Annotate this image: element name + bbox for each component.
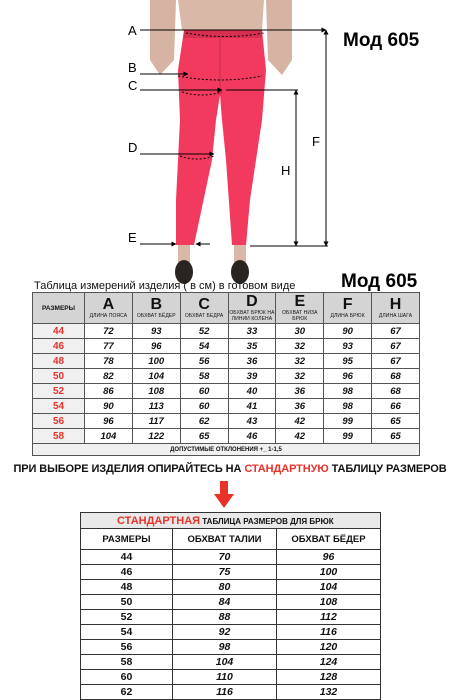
value-cell: 86 xyxy=(85,384,133,399)
value-cell: 77 xyxy=(85,339,133,354)
standard-table-title-highlight: СТАНДАРТНАЯ xyxy=(117,514,201,527)
value-cell: 67 xyxy=(372,339,420,354)
value-cell: 68 xyxy=(372,369,420,384)
value-cell: 40 xyxy=(228,384,276,399)
label-a: A xyxy=(128,23,137,38)
value-cell: 98 xyxy=(324,384,372,399)
table-row xyxy=(81,580,381,595)
value-cell: 124 xyxy=(277,655,381,670)
size-cell: 50 xyxy=(33,369,85,384)
label-h: H xyxy=(281,163,291,178)
column-letter: E xyxy=(294,293,306,310)
table-row xyxy=(81,610,381,625)
value-cell: 65 xyxy=(372,414,420,429)
value-cell: 60 xyxy=(180,399,228,414)
standard-table-title-row xyxy=(81,513,381,529)
value-cell: 88 xyxy=(173,610,277,625)
value-cell: 104 xyxy=(277,580,381,595)
value-cell: 108 xyxy=(132,384,180,399)
column-description: ДЛИНА ПОЯСА xyxy=(89,313,128,319)
value-cell: 96 xyxy=(132,339,180,354)
value-cell: 42 xyxy=(276,429,324,444)
standard-column-header: РАЗМЕРЫ xyxy=(81,529,173,550)
column-header-e xyxy=(276,293,324,324)
table-row xyxy=(81,685,381,700)
size-cell: 44 xyxy=(81,550,173,565)
value-cell: 80 xyxy=(173,580,277,595)
table-row xyxy=(33,399,420,414)
value-cell: 30 xyxy=(276,324,324,339)
model-label: Мод 605 xyxy=(343,30,420,51)
table-row xyxy=(33,369,420,384)
size-cell: 44 xyxy=(33,324,85,339)
value-cell: 104 xyxy=(132,369,180,384)
size-cell: 50 xyxy=(81,595,173,610)
value-cell: 92 xyxy=(173,625,277,640)
value-cell: 84 xyxy=(173,595,277,610)
value-cell: 99 xyxy=(324,414,372,429)
column-description: ОБХВАТ НИЗА БРЮК xyxy=(281,310,318,322)
value-cell: 36 xyxy=(276,399,324,414)
size-cell: 48 xyxy=(81,580,173,595)
value-cell: 58 xyxy=(180,369,228,384)
value-cell: 116 xyxy=(173,685,277,700)
standard-table-title xyxy=(81,513,381,529)
size-cell: 58 xyxy=(81,655,173,670)
value-cell: 93 xyxy=(132,324,180,339)
value-cell: 96 xyxy=(277,550,381,565)
pants-shape xyxy=(176,30,266,245)
value-cell: 100 xyxy=(132,354,180,369)
value-cell: 90 xyxy=(324,324,372,339)
value-cell: 104 xyxy=(173,655,277,670)
value-cell: 93 xyxy=(324,339,372,354)
value-cell: 66 xyxy=(372,399,420,414)
value-cell: 132 xyxy=(277,685,381,700)
value-cell: 122 xyxy=(132,429,180,444)
notice-text-before: ПРИ ВЫБОРЕ ИЗДЕЛИЯ ОПИРАЙТЕСЬ НА xyxy=(13,463,245,475)
column-header-d xyxy=(228,293,276,324)
value-cell: 43 xyxy=(228,414,276,429)
column-header-b xyxy=(132,293,180,324)
size-cell: 60 xyxy=(81,670,173,685)
column-header-c xyxy=(180,293,228,324)
value-cell: 99 xyxy=(324,429,372,444)
value-cell: 113 xyxy=(132,399,180,414)
table-row xyxy=(33,384,420,399)
value-cell: 108 xyxy=(277,595,381,610)
table-row xyxy=(81,670,381,685)
value-cell: 82 xyxy=(85,369,133,384)
tolerance-note: ДОПУСТИМЫЕ ОТКЛОНЕНИЯ +_ 1-1,5 xyxy=(33,444,420,456)
label-b: B xyxy=(128,60,137,75)
standard-table-title-rest: ТАБЛИЦА РАЗМЕРОВ ДЛЯ БРЮК xyxy=(200,516,334,526)
column-letter: A xyxy=(102,296,115,313)
size-advice-notice xyxy=(0,463,460,475)
value-cell: 54 xyxy=(180,339,228,354)
size-cell: 58 xyxy=(33,429,85,444)
value-cell: 32 xyxy=(276,369,324,384)
table-row xyxy=(33,339,420,354)
table-row xyxy=(33,354,420,369)
column-description: ОБХВАТ БРЮК НА ЛИНИИ КОЛЕНА xyxy=(229,310,275,322)
value-cell: 62 xyxy=(180,414,228,429)
value-cell: 90 xyxy=(85,399,133,414)
table-row xyxy=(81,655,381,670)
size-cell: 56 xyxy=(33,414,85,429)
column-letter: F xyxy=(342,296,353,313)
value-cell: 110 xyxy=(173,670,277,685)
value-cell: 67 xyxy=(372,324,420,339)
value-cell: 65 xyxy=(372,429,420,444)
value-cell: 32 xyxy=(276,339,324,354)
value-cell: 39 xyxy=(228,369,276,384)
value-cell: 98 xyxy=(324,399,372,414)
value-cell: 104 xyxy=(85,429,133,444)
size-cell: 56 xyxy=(81,640,173,655)
value-cell: 35 xyxy=(228,339,276,354)
column-letter: H xyxy=(389,296,402,313)
value-cell: 52 xyxy=(180,324,228,339)
notice-text-after: ТАБЛИЦУ РАЗМЕРОВ xyxy=(328,463,447,475)
value-cell: 112 xyxy=(277,610,381,625)
size-cell: 54 xyxy=(81,625,173,640)
value-cell: 120 xyxy=(277,640,381,655)
value-cell: 41 xyxy=(228,399,276,414)
label-f: F xyxy=(312,134,320,149)
table-row xyxy=(33,414,420,429)
standard-column-header: ОБХВАТ БЁДЕР xyxy=(277,529,381,550)
value-cell: 75 xyxy=(173,565,277,580)
value-cell: 70 xyxy=(173,550,277,565)
value-cell: 100 xyxy=(277,565,381,580)
measurement-table-header xyxy=(33,293,420,324)
value-cell: 36 xyxy=(276,384,324,399)
value-cell: 98 xyxy=(173,640,277,655)
column-description: ОБХВАТ БЁДЕР xyxy=(136,313,176,319)
value-cell: 32 xyxy=(276,354,324,369)
size-cell: 52 xyxy=(81,610,173,625)
size-cell: 54 xyxy=(33,399,85,414)
standard-column-header: ОБХВАТ ТАЛИИ xyxy=(173,529,277,550)
standard-size-table xyxy=(80,512,380,700)
value-cell: 95 xyxy=(324,354,372,369)
value-cell: 67 xyxy=(372,354,420,369)
value-cell: 72 xyxy=(85,324,133,339)
table-row xyxy=(33,324,420,339)
column-header-h xyxy=(372,293,420,324)
column-description: ОБХВАТ БЕДРА xyxy=(184,313,224,319)
value-cell: 128 xyxy=(277,670,381,685)
label-d: D xyxy=(128,140,138,155)
table-row xyxy=(81,625,381,640)
value-cell: 33 xyxy=(228,324,276,339)
size-cell: 48 xyxy=(33,354,85,369)
value-cell: 65 xyxy=(180,429,228,444)
size-cell: 46 xyxy=(81,565,173,580)
column-letter: D xyxy=(246,293,258,310)
label-e: E xyxy=(128,230,137,245)
measurement-table xyxy=(32,292,420,456)
value-cell: 96 xyxy=(85,414,133,429)
table-row xyxy=(33,429,420,444)
size-column-header: РАЗМЕРЫ xyxy=(33,293,85,324)
column-description: ДЛИНА БРЮК xyxy=(330,313,365,319)
value-cell: 56 xyxy=(180,354,228,369)
value-cell: 46 xyxy=(228,429,276,444)
column-header-f xyxy=(324,293,372,324)
value-cell: 68 xyxy=(372,384,420,399)
column-letter: C xyxy=(198,296,210,313)
size-cell: 62 xyxy=(81,685,173,700)
table-model-label: Мод 605 xyxy=(341,271,418,292)
table-row xyxy=(81,640,381,655)
notice-highlight: СТАНДАРТНУЮ xyxy=(244,463,329,475)
standard-table-header xyxy=(81,529,381,550)
size-cell: 46 xyxy=(33,339,85,354)
value-cell: 60 xyxy=(180,384,228,399)
value-cell: 117 xyxy=(132,414,180,429)
down-arrow-icon xyxy=(214,481,234,509)
value-cell: 116 xyxy=(277,625,381,640)
table-row xyxy=(81,595,381,610)
value-cell: 36 xyxy=(228,354,276,369)
measurement-table-caption: Таблица измерений изделия ( в см) в готовом виде xyxy=(34,280,296,292)
column-letter: B xyxy=(150,296,163,313)
table-row xyxy=(81,565,381,580)
label-c: C xyxy=(128,78,138,93)
size-cell: 52 xyxy=(33,384,85,399)
table-row xyxy=(81,550,381,565)
column-header-a xyxy=(85,293,133,324)
value-cell: 96 xyxy=(324,369,372,384)
column-description: ДЛИНА ШАГА xyxy=(378,313,413,319)
value-cell: 42 xyxy=(276,414,324,429)
tolerance-row xyxy=(33,444,420,456)
value-cell: 78 xyxy=(85,354,133,369)
